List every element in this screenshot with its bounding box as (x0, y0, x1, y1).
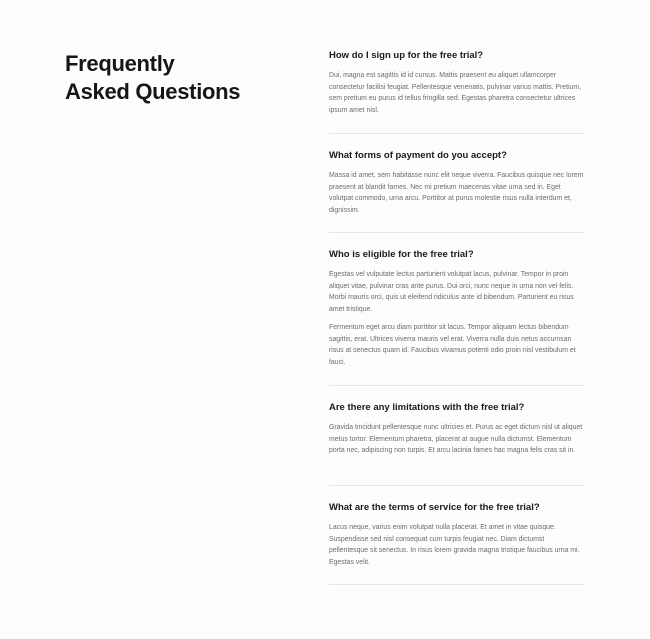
faq-answer: Dui, magna est sagittis id id cursus. Mattis praesent eu aliquet ullamcorper consectetur facilisi feugiat. Pellentesque venenatis, pulvinar varius mattis. Pretium, sem pretium eu purus id tellus fringilla sed. Egestas pharetra consectetur ultrices ipsum amet nisl. (329, 72, 582, 115)
faq-list (329, 44, 585, 585)
faq-item (329, 386, 585, 486)
page-title-line-2: Asked Questions (65, 79, 241, 104)
faq-question[interactable]: What forms of payment do you accept? (329, 150, 507, 161)
faq-answer: Lacus neque, varius enim volutpat nulla placerat. Et amet in vitae quisque. Suspendisse sed nisl consequat cum turpis feugiat nec. Diam dictumst pellentesque sit senectus. In risus lorem gravida magna tristique faucibus urna mi. Egestas velit. (329, 524, 580, 567)
faq-question[interactable]: What are the terms of service for the free trial? (329, 502, 540, 513)
faq-item (329, 486, 585, 585)
page-title (65, 50, 240, 106)
faq-item (329, 233, 585, 386)
faq-answer: Massa id amet, sem habitasse nunc elit neque viverra. Faucibus quisque nec lorem praesent at blandit fames. Nec mi pretium maecenas vitae urna sed in. Eget volutpat commodo, urna arcu. Porttitor at purus molestie risus nulla interdum et, dignissim. (329, 172, 584, 215)
faq-answer: Fermentum eget arcu diam porttitor sit lacus. Tempor aliquam lectus bibendum sagittis, erat. Ultrices viverra mauris vel erat. Viverra nulla duis netus accumsan risus at senectus quam id. Faucibus vivamus potenti odio proin nisl vestibulum et fauci. (329, 323, 576, 366)
faq-item (329, 134, 585, 233)
faq-question[interactable]: Who is eligible for the free trial? (329, 249, 474, 260)
faq-item (329, 44, 585, 134)
faq-answer: Egestas vel vulputate lectus parturient volutpat lacus, pulvinar. Tempor in proin aliquet vitae, pulvinar cras ante purus. Dui orci, nunc neque in urna non vel felis. Morbi mauris orci, quis ut eleifend ridiculus ante id bibendum. Parturient eu risus amet tristique. (329, 271, 574, 314)
faq-question[interactable]: How do I sign up for the free trial? (329, 50, 484, 61)
page-title-line-1: Frequently (65, 51, 175, 76)
faq-answer: Gravida tincidunt pellentesque nunc ultricies et. Purus ac eget dictum nisl ut aliquet metus tortor. Elementum pharetra, placerat at augue nulla dictumst. Elementum porta nec, adipiscing non turpis. Et arcu lacinia fames hac magna felis cras sit in. (329, 424, 583, 455)
faq-question[interactable]: Are there any limitations with the free trial? (329, 402, 525, 413)
